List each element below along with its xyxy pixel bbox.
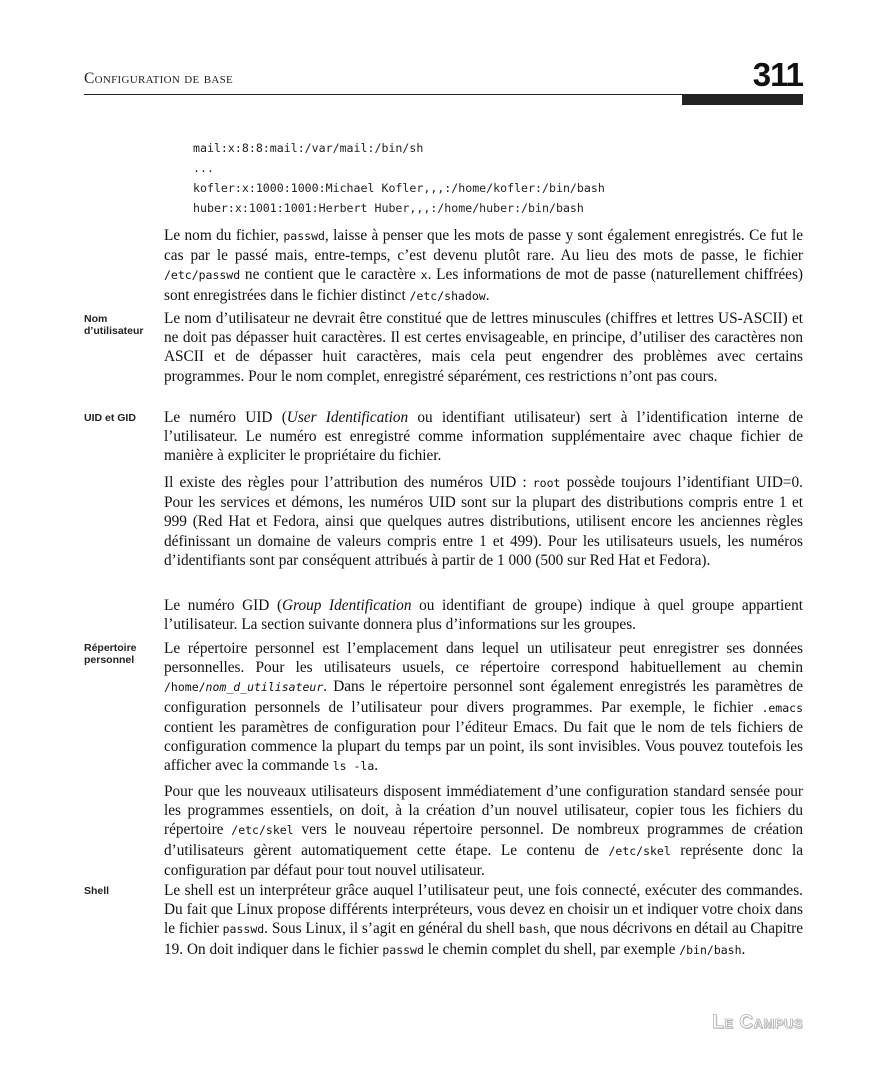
paragraph-passwd: Le nom du fichier, passwd, laisse à penser que les mots de passe y sont également enregistrés. Ce fut le cas par le passé mais, entre-temps, c’est devenu plutôt rare. Au lieu des mots de passe, le fichier /etc/passwd ne contient que le caractère x. Les informations de mot de passe (naturellement chiffrées) sont enregistrées dans le fichier distinct /etc/shadow. bbox=[164, 227, 803, 304]
margin-note-uid: UID et GID bbox=[84, 412, 136, 424]
chapter-title: Configuration de base bbox=[84, 70, 234, 87]
margin-note-nom: Nom d’utilisateur bbox=[84, 313, 144, 337]
paragraph-uid: Le numéro UID (User Identification ou identifiant utilisateur) sert à l’identification interne de l’utilisateur. Le numéro est enregistré comme information supplémentaire avec chaque fichier de manière à expliciter le propriétaire du fichier. bbox=[164, 409, 803, 465]
paragraph-gid: Le numéro GID (Group Identification ou identifiant de groupe) indique à quel groupe appartient l’utilisateur. La section suivante donnera plus d’informations sur les groupes. bbox=[164, 597, 803, 634]
code-line: huber:x:1001:1001:Herbert Huber,,,:/home/huber:/bin/bash bbox=[193, 201, 584, 215]
paragraph-nom-utilisateur: Le nom d’utilisateur ne devrait être constitué que de lettres minuscules (chiffres et lettres US-ASCII) et ne doit pas dépasser huit caractères. Il est certes envisageable, en principe, d’utiliser des caractères non ASCII et de dépasser huit caractères, mais cela peut engendrer des problèmes avec certains programmes. Pour le nom complet, enregistré séparément, ces restrictions n’ont pas cours. bbox=[164, 310, 803, 385]
margin-note-repertoire: Répertoire personnel bbox=[84, 642, 137, 666]
margin-note-shell: Shell bbox=[84, 885, 110, 897]
code-line: ... bbox=[193, 161, 214, 175]
header-bar bbox=[682, 95, 803, 105]
paragraph-repertoire: Le répertoire personnel est l’emplacement dans lequel un utilisateur peut enregistrer ses données personnelles. Pour les utilisateurs usuels, ce répertoire correspond habituellement au chemin /home/nom_d_utilisateur. Dans le répertoire personnel sont également enregistrés les paramètres de configuration personnels de l’utilisateur pour divers programmes. Par exemple, le fichier .emacs contient les paramètres de configuration pour l’éditeur Emacs. Du fait que le nom de tels fichiers de configuration commence la plupart du temps par un point, ils sont invisibles. Vous pouvez toutefois les afficher avec la commande ls -la. bbox=[164, 640, 803, 775]
paragraph-skel: Pour que les nouveaux utilisateurs disposent immédiatement d’une configuration standard sensée pour les programmes essentiels, on doit, à la création d’un nouvel utilisateur, copier tous les fichiers du répertoire /etc/skel vers le nouveau répertoire personnel. De nombreux programmes de création d’utilisateurs gèrent automatiquement cette étape. Le contenu de /etc/skel représente donc la configuration par défaut pour tout nouvel utilisateur. bbox=[164, 783, 803, 879]
code-line: kofler:x:1000:1000:Michael Kofler,,,:/home/kofler:/bin/bash bbox=[193, 181, 605, 195]
paragraph-uid-rules: Il existe des règles pour l’attribution des numéros UID : root possède toujours l’identifiant UID=0. Pour les services et démons, les numéros UID sont sur la plupart des distributions compris entre 1 et 999 (Red Hat et Fedora, ainsi que quelques autres distributions, utilisent encore les anciennes règles définissant un domaine de valeurs compris entre 1 et 499). Pour les utilisateurs usuels, les numéros d’identifiants sont par conséquent attribués à partir de 1 000 (500 sur Red Hat et Fedora). bbox=[164, 474, 803, 569]
paragraph-shell: Le shell est un interpréteur grâce auquel l’utilisateur peut, une fois connecté, exécuter des commandes. Du fait que Linux propose différents interpréteurs, vous devez en choisir un et indiquer votre choix dans le fichier passwd. Sous Linux, il s’agit en général du shell bash, que nous décrivons en détail au Chapitre 19. On doit indiquer dans le fichier passwd le chemin complet du shell, par exemple /bin/bash. bbox=[164, 882, 804, 958]
code-block bbox=[193, 138, 605, 218]
publisher-logo: Le Campus bbox=[712, 1012, 803, 1033]
page-number: 311 bbox=[752, 56, 803, 93]
page-header bbox=[84, 58, 803, 106]
code-line: mail:x:8:8:mail:/var/mail:/bin/sh bbox=[193, 141, 424, 155]
